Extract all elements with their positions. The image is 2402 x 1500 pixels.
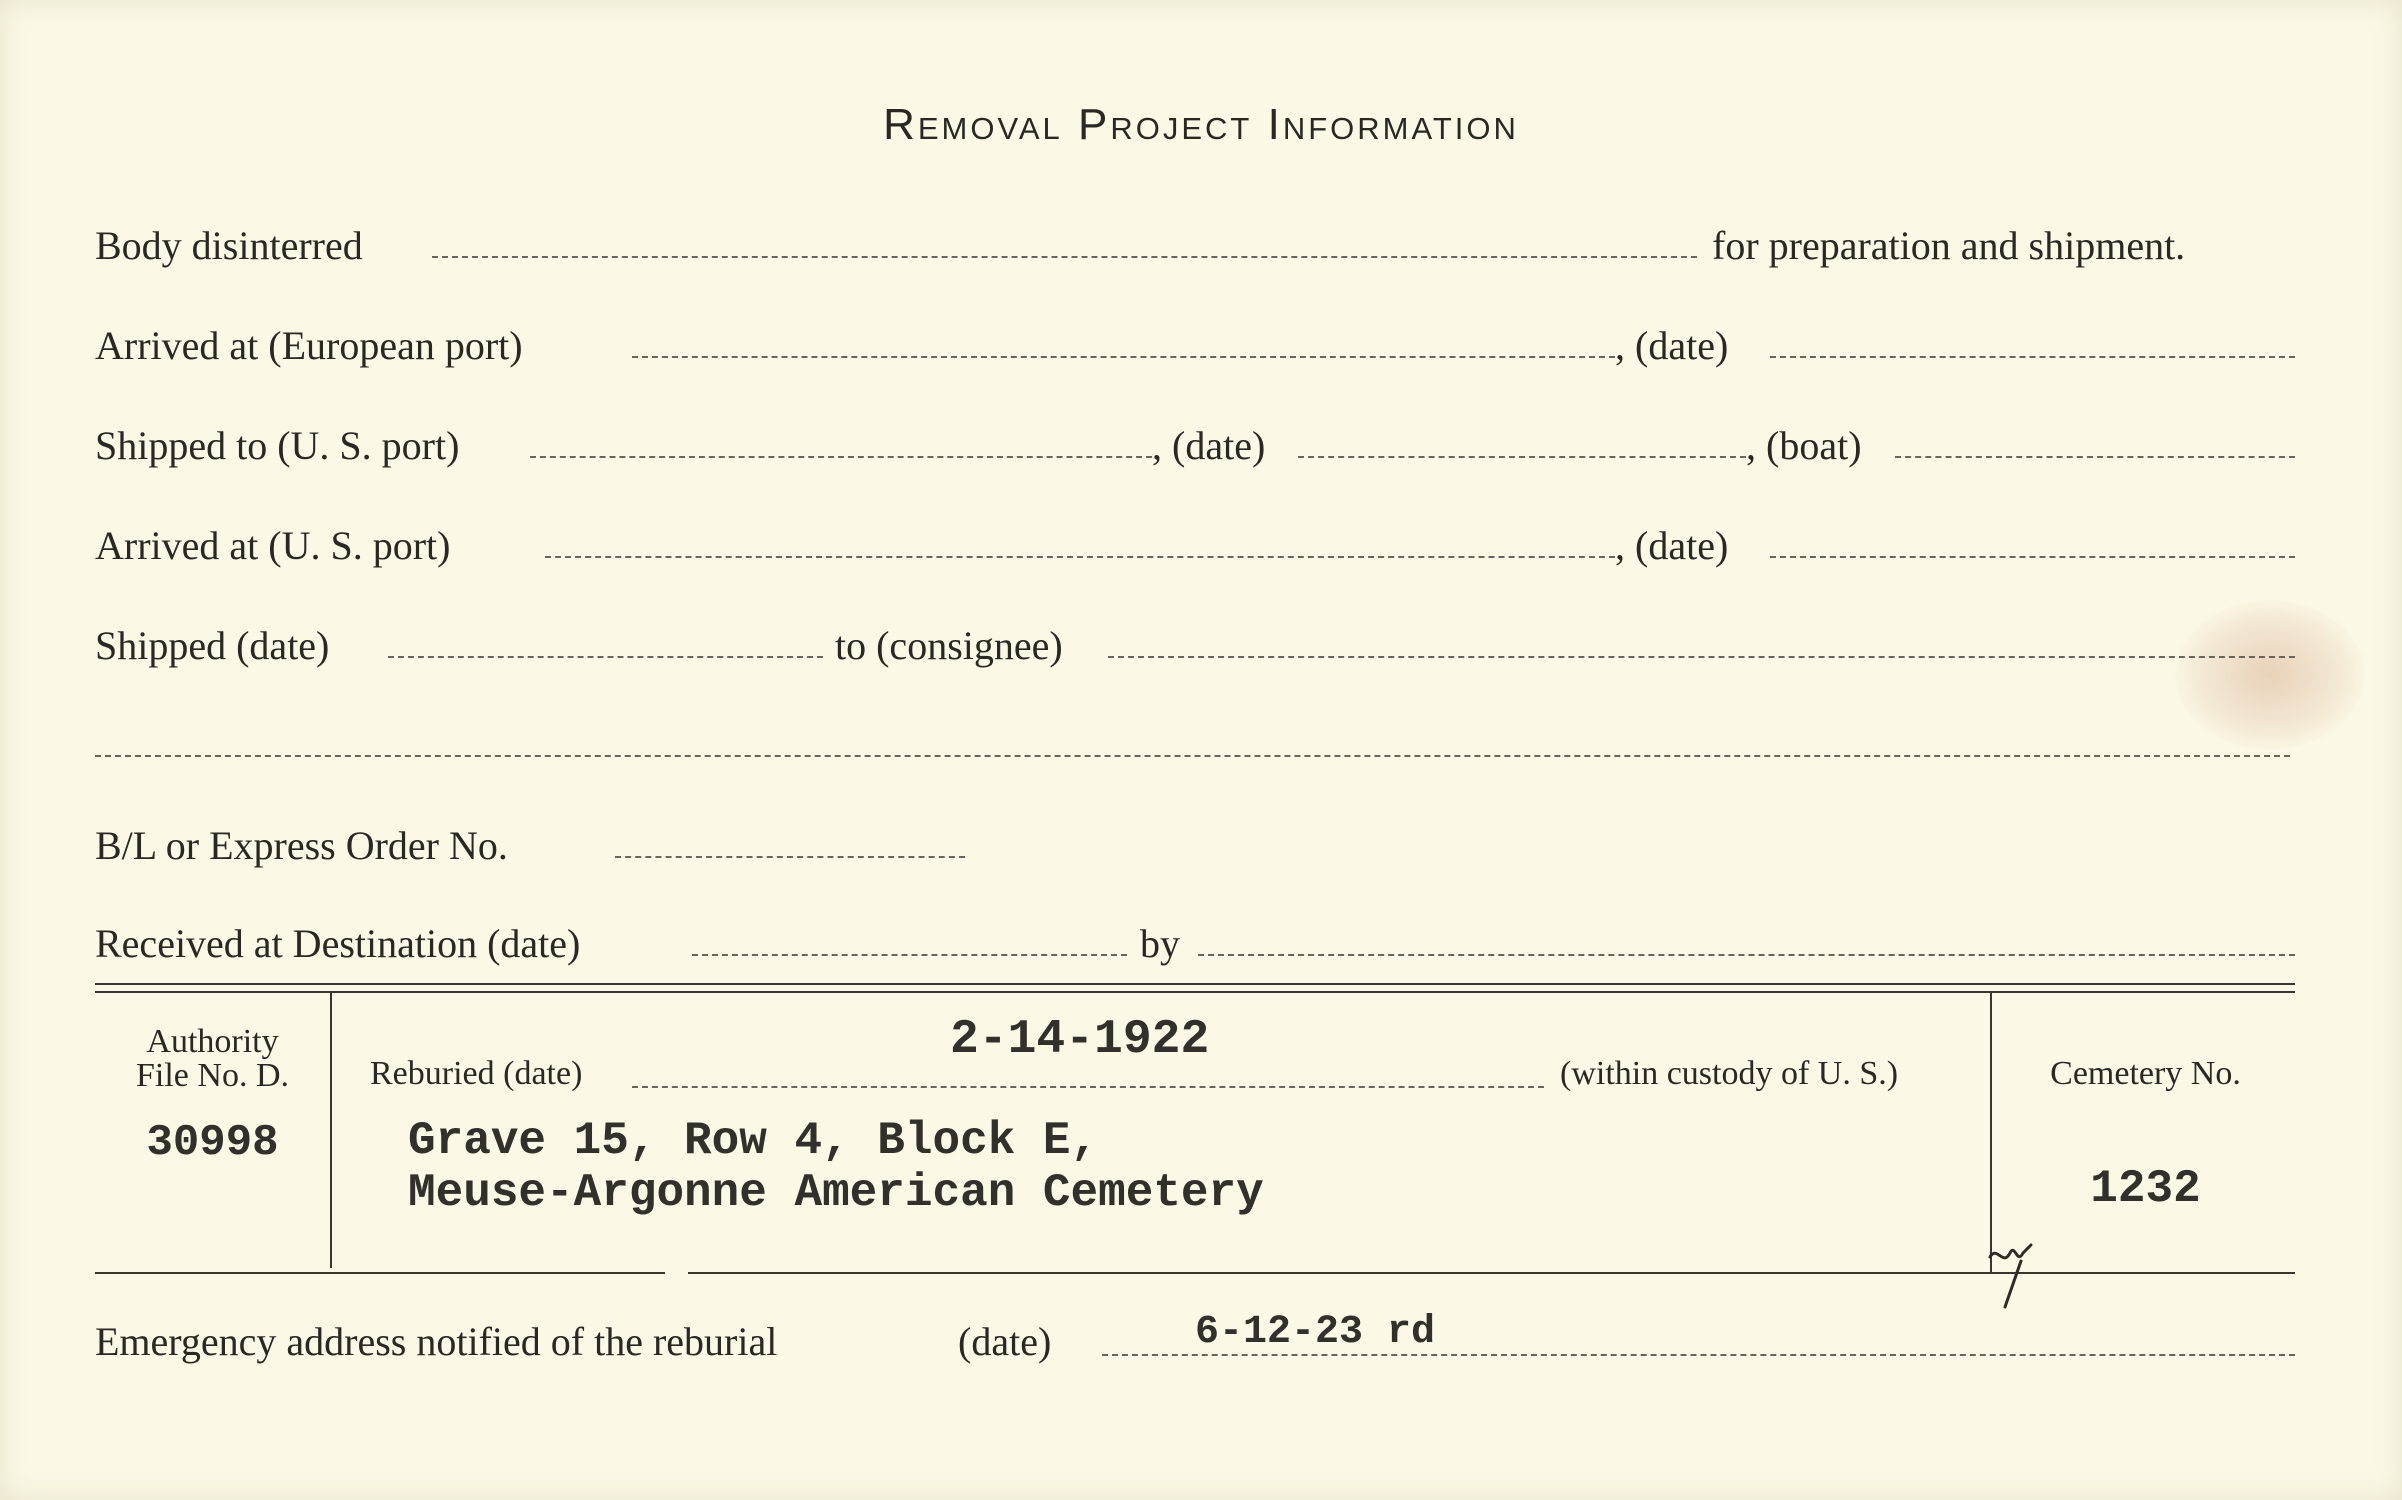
consignee-continuation-field [95, 755, 2290, 757]
reburied-date-field [632, 1086, 1544, 1088]
box-bottom-rule-a [95, 1272, 665, 1274]
european-port-field [632, 356, 1615, 358]
boat-label: , (boat) [1746, 423, 1862, 468]
handwritten-check-mark [1985, 1235, 2055, 1315]
shipped-us-port-label: Shipped to (U. S. port) [95, 423, 460, 468]
received-date-field [692, 954, 1127, 956]
bl-order-field [615, 856, 965, 858]
received-by-field [1198, 954, 2295, 956]
arrived-european-port-label: Arrived at (European port) [95, 323, 523, 368]
date-label-1: , (date) [1615, 323, 1729, 368]
body-disinterred-field [432, 256, 1697, 258]
grave-location-line-1: Grave 15, Row 4, Block E, [408, 1115, 1099, 1167]
for-preparation-label: for preparation and shipment. [1712, 223, 2186, 268]
emergency-date-value: 6-12-23 rd [1195, 1310, 1436, 1355]
date-label-2: , (date) [1152, 423, 1266, 468]
shipped-date-field [1298, 456, 1746, 458]
arrived-us-port-field [545, 556, 1615, 558]
authority-label-line-1: Authority [146, 1023, 279, 1060]
cemetery-number: 1232 [2090, 1163, 2201, 1215]
emergency-address-label: Emergency address notified of the reburial [95, 1319, 778, 1364]
authority-file-number: 30998 [146, 1118, 279, 1168]
arrived-us-port-label: Arrived at (U. S. port) [95, 523, 451, 568]
shipped-date-label: Shipped (date) [95, 623, 330, 668]
body-disinterred-label: Body disinterred [95, 223, 363, 268]
authority-label [95, 1025, 330, 1093]
consignee-field [1108, 656, 2295, 658]
box-divider-right [1990, 993, 1992, 1273]
reburied-label: Reburied (date) [370, 1055, 583, 1092]
box-top-rule-2 [95, 991, 2295, 993]
bl-order-label: B/L or Express Order No. [95, 823, 508, 868]
arrived-us-date-field [1770, 556, 2295, 558]
card-title: Removal Project Information [883, 100, 1519, 149]
european-date-field [1770, 356, 2295, 358]
received-destination-label: Received at Destination (date) [95, 921, 581, 966]
box-divider-left [330, 993, 332, 1268]
by-label: by [1140, 921, 1180, 966]
custody-label: (within custody of U. S.) [1560, 1055, 1899, 1092]
cemetery-label: Cemetery No. [2050, 1055, 2241, 1092]
grave-location-line-2: Meuse-Argonne American Cemetery [408, 1167, 1264, 1219]
box-top-rule-1 [95, 983, 2295, 985]
water-stain [2175, 600, 2365, 750]
consignee-label: to (consignee) [835, 623, 1063, 668]
reburied-date-value: 2-14-1922 [950, 1013, 1210, 1067]
us-port-field [530, 456, 1152, 458]
shipped-date-value-field [388, 656, 823, 658]
boat-field [1895, 456, 2295, 458]
emergency-date-label: (date) [958, 1319, 1052, 1364]
authority-label-line-2: File No. D. [136, 1057, 289, 1094]
date-label-3: , (date) [1615, 523, 1729, 568]
